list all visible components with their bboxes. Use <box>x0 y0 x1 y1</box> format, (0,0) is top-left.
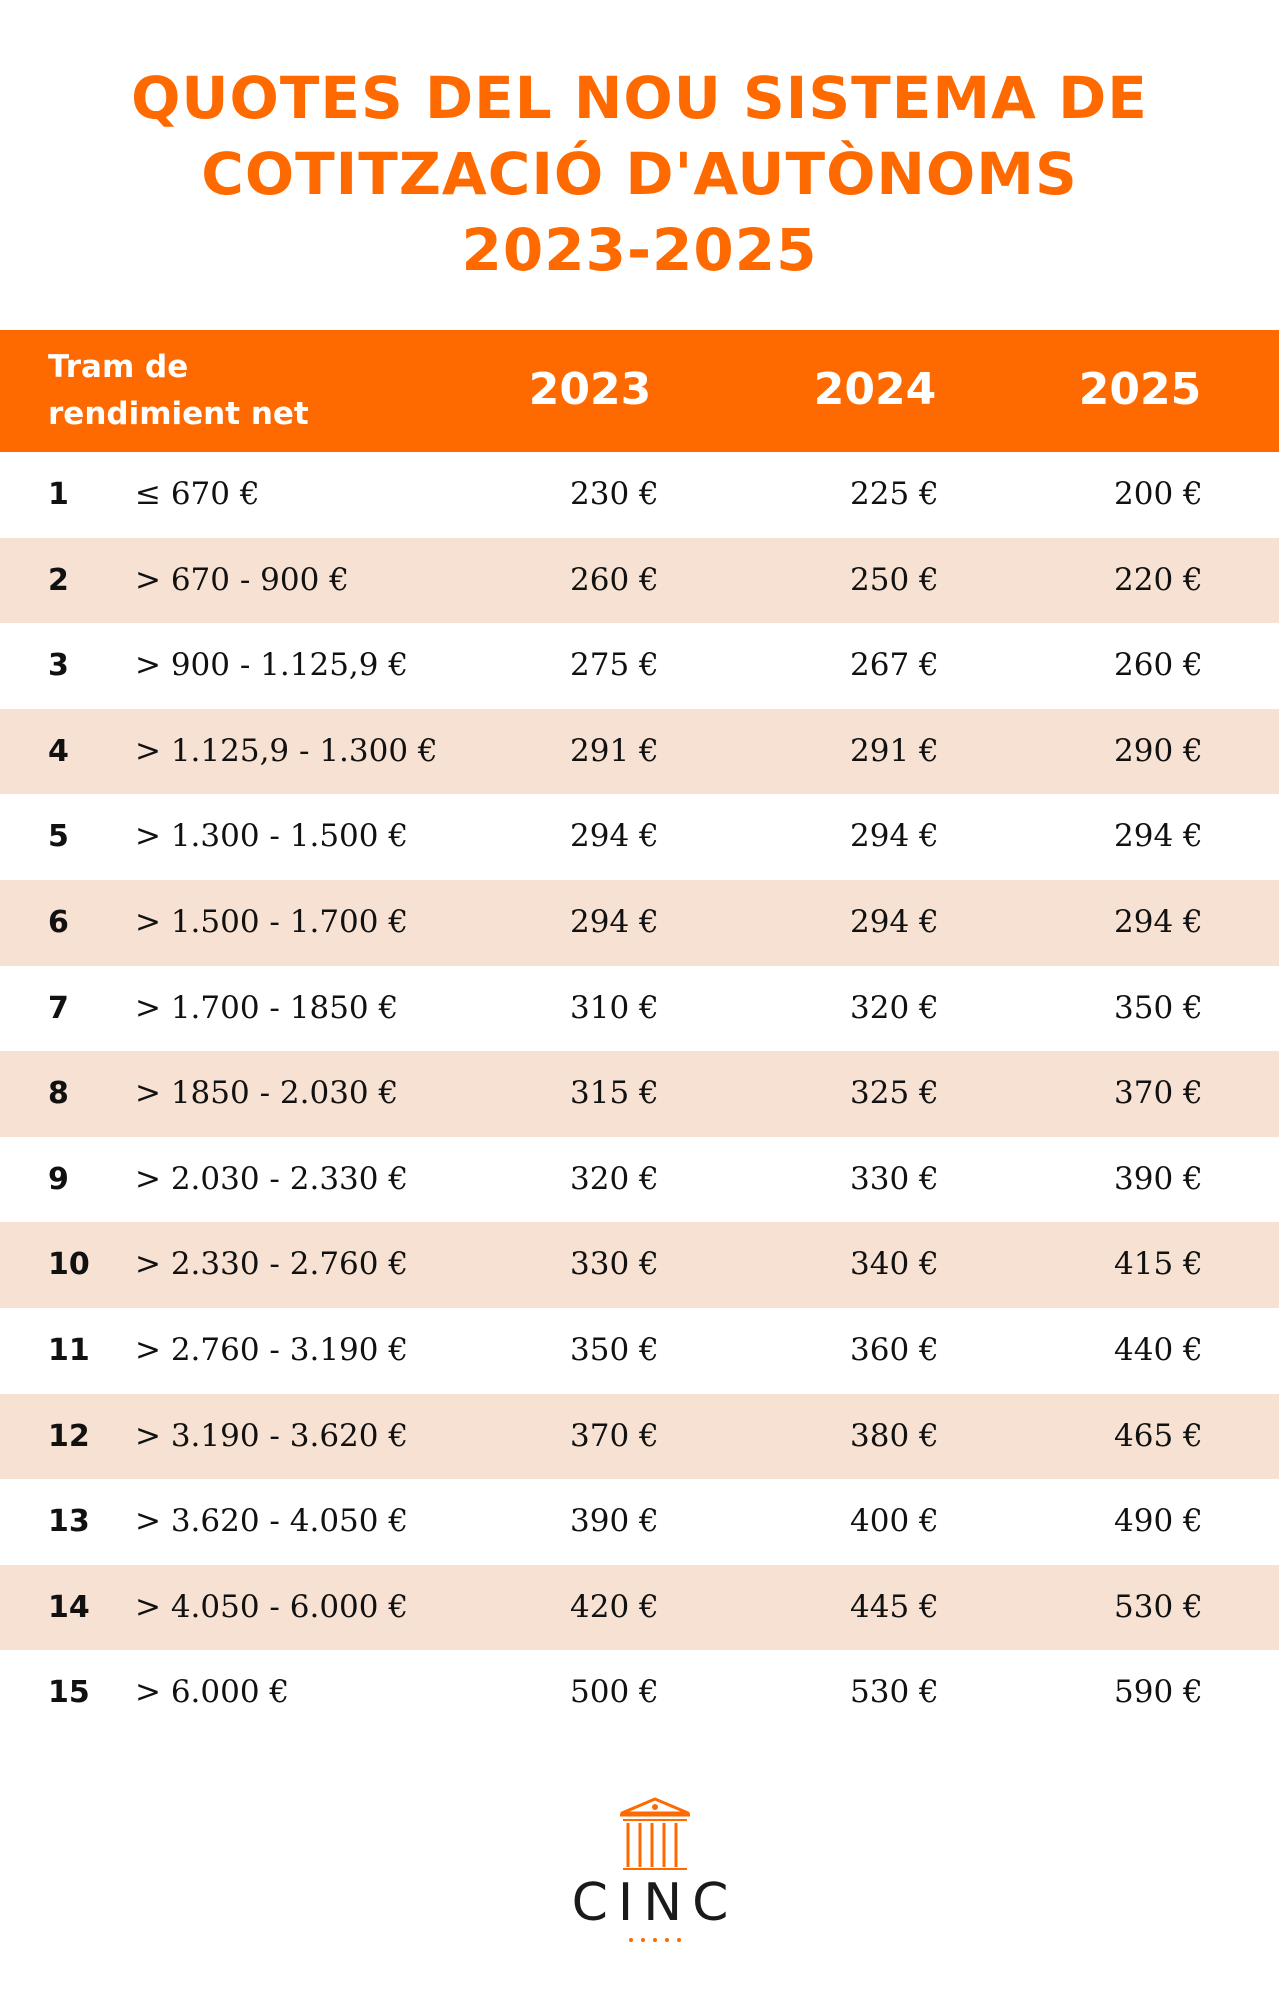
tram-number: 8 <box>48 1076 69 1112</box>
value-2024: 267 € <box>850 647 939 684</box>
table-row <box>0 966 1279 1052</box>
table-row <box>0 1479 1279 1565</box>
table-row <box>0 880 1279 966</box>
value-2025: 370 € <box>1114 1075 1203 1112</box>
value-2023: 390 € <box>570 1503 659 1540</box>
value-2025: 490 € <box>1114 1503 1203 1540</box>
value-2024: 330 € <box>850 1160 939 1197</box>
tram-range: > 1.125,9 - 1.300 € <box>135 732 438 769</box>
tram-range: > 670 - 900 € <box>135 561 349 598</box>
page-title <box>0 60 1279 288</box>
value-2024: 530 € <box>850 1674 939 1711</box>
value-2024: 445 € <box>850 1588 939 1625</box>
value-2025: 350 € <box>1114 989 1203 1026</box>
tram-range: ≤ 670 € <box>135 476 260 512</box>
value-2023: 350 € <box>570 1331 659 1368</box>
tram-number: 4 <box>48 733 69 769</box>
value-2023: 230 € <box>570 476 659 512</box>
value-2023: 260 € <box>570 561 659 598</box>
tram-range: > 1.300 - 1.500 € <box>135 818 409 855</box>
value-2024: 294 € <box>850 818 939 855</box>
value-2023: 275 € <box>570 647 659 684</box>
value-2025: 290 € <box>1114 732 1203 769</box>
tram-number: 15 <box>48 1675 90 1711</box>
tram-range: > 3.190 - 3.620 € <box>135 1417 409 1454</box>
table-row <box>0 623 1279 709</box>
header-year-2023: 2023 <box>528 364 652 415</box>
value-2023: 294 € <box>570 818 659 855</box>
value-2023: 310 € <box>570 989 659 1026</box>
table-row <box>0 1565 1279 1651</box>
table-row <box>0 1222 1279 1308</box>
value-2023: 291 € <box>570 732 659 769</box>
value-2024: 340 € <box>850 1246 939 1283</box>
value-2025: 220 € <box>1114 561 1203 598</box>
value-2023: 320 € <box>570 1160 659 1197</box>
tram-number: 13 <box>48 1504 90 1540</box>
tram-range: > 2.030 - 2.330 € <box>135 1160 409 1197</box>
value-2023: 330 € <box>570 1246 659 1283</box>
value-2024: 360 € <box>850 1331 939 1368</box>
table-row <box>0 709 1279 795</box>
title-line-1: QUOTES DEL NOU SISTEMA DE <box>131 64 1148 132</box>
logo-text: CINC <box>571 1873 739 1933</box>
value-2024: 291 € <box>850 732 939 769</box>
value-2025: 590 € <box>1114 1674 1203 1711</box>
tram-range: > 2.330 - 2.760 € <box>135 1246 409 1283</box>
value-2024: 225 € <box>850 476 939 512</box>
value-2025: 200 € <box>1114 476 1203 512</box>
table-row <box>0 1650 1279 1736</box>
value-2024: 320 € <box>850 989 939 1026</box>
value-2025: 440 € <box>1114 1331 1203 1368</box>
tram-range: > 1.700 - 1850 € <box>135 989 399 1026</box>
tram-range: > 1850 - 2.030 € <box>135 1075 399 1112</box>
tram-number: 10 <box>48 1247 90 1283</box>
header-tram-line-2: rendimient net <box>48 396 309 432</box>
table-row <box>0 794 1279 880</box>
tram-number: 5 <box>48 819 69 855</box>
value-2024: 380 € <box>850 1417 939 1454</box>
title-line-3: 2023-2025 <box>461 216 818 284</box>
tram-number: 12 <box>48 1418 90 1454</box>
tram-range: > 1.500 - 1.700 € <box>135 903 409 940</box>
value-2025: 260 € <box>1114 647 1203 684</box>
table-body <box>0 452 1279 1736</box>
table-header <box>0 330 1279 452</box>
header-tram <box>48 344 368 438</box>
tram-range: > 3.620 - 4.050 € <box>135 1503 409 1540</box>
cinc-logo <box>560 1795 750 1945</box>
value-2023: 500 € <box>570 1674 659 1711</box>
tram-range: > 4.050 - 6.000 € <box>135 1588 409 1625</box>
table-row <box>0 1051 1279 1137</box>
tram-range: > 2.760 - 3.190 € <box>135 1331 409 1368</box>
table-row <box>0 1394 1279 1480</box>
table-row <box>0 452 1279 538</box>
value-2023: 420 € <box>570 1588 659 1625</box>
table-row <box>0 1137 1279 1223</box>
title-line-2: COTITZACIÓ D'AUTÒNOMS <box>201 140 1078 208</box>
tram-number: 9 <box>48 1161 69 1197</box>
header-tram-line-1: Tram de <box>48 349 189 385</box>
value-2024: 250 € <box>850 561 939 598</box>
tram-number: 3 <box>48 648 69 684</box>
table-row <box>0 1308 1279 1394</box>
value-2025: 294 € <box>1114 818 1203 855</box>
value-2024: 294 € <box>850 903 939 940</box>
value-2025: 390 € <box>1114 1160 1203 1197</box>
value-2024: 325 € <box>850 1075 939 1112</box>
tram-number: 11 <box>48 1332 90 1368</box>
tram-number: 2 <box>48 562 69 598</box>
value-2025: 294 € <box>1114 903 1203 940</box>
tram-range: > 6.000 € <box>135 1674 290 1711</box>
tram-range: > 900 - 1.125,9 € <box>135 647 409 684</box>
tram-number: 1 <box>48 477 69 512</box>
table-row <box>0 538 1279 624</box>
header-year-2024: 2024 <box>813 364 937 415</box>
logo-dots <box>560 1935 750 1945</box>
value-2023: 294 € <box>570 903 659 940</box>
value-2025: 415 € <box>1114 1246 1203 1283</box>
tram-number: 6 <box>48 904 69 940</box>
temple-icon <box>560 1795 750 1875</box>
value-2023: 315 € <box>570 1075 659 1112</box>
header-year-2025: 2025 <box>1078 364 1202 415</box>
tram-number: 14 <box>48 1589 90 1625</box>
value-2025: 465 € <box>1114 1417 1203 1454</box>
value-2023: 370 € <box>570 1417 659 1454</box>
tram-number: 7 <box>48 990 69 1026</box>
value-2025: 530 € <box>1114 1588 1203 1625</box>
value-2024: 400 € <box>850 1503 939 1540</box>
